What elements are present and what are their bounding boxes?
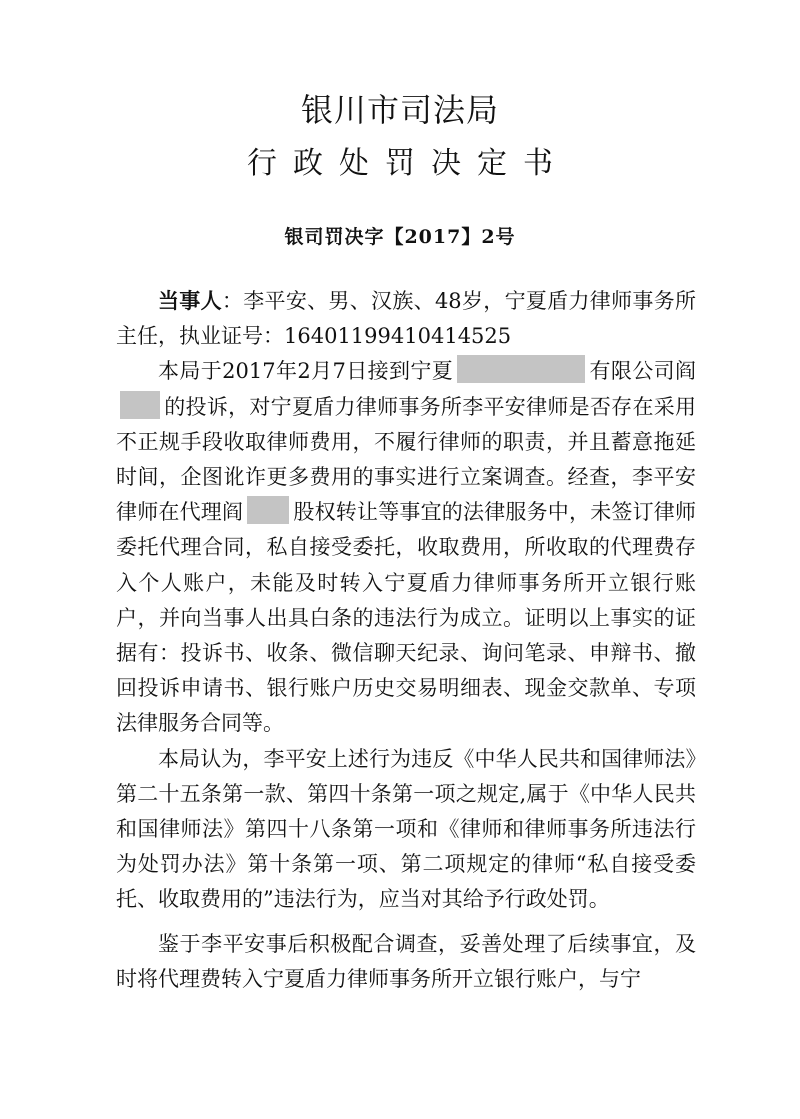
issuing-authority: 银川市司法局	[300, 91, 499, 129]
document-title: 行政处罚决定书	[247, 146, 569, 181]
facts-text-4: 股权转让等事宜的法律服务中，未签订律师委托代理合同，私自接受委托，收取费用，所收取的代理费存入个人账户，未能及时转入宁夏盾力律师事务所开立银行账户，并向当事人出具白条的违法行为成立。证明以上事实的证据有：投诉书、收条、微信聊天纪录、询问笔录、申辩书、撤回投诉申请书、银行账户历史交易明细表、现金交款单、专项法律服务合同等。	[116, 500, 697, 736]
legal-basis-paragraph: 本局认为，李平安上述行为违反《中华人民共和国律师法》第二十五条第一款、第四十条第一项之规定,属于《中华人民共和国律师法》第四十八条第一项和《律师和律师事务所违法行为处罚办法》第十条第一项、第二项规定的律师“私自接受委托、收取费用的”违法行为，应当对其给予行政处罚。	[116, 746, 696, 912]
redaction-block	[120, 391, 160, 419]
document-number: 银司罚决字【2017】2号	[284, 226, 516, 248]
facts-text-2: 有限公司阎	[589, 359, 697, 384]
facts-text-1: 本局于2017年2月7日接到宁夏	[158, 359, 454, 384]
redaction-block	[457, 355, 585, 383]
party-label: 当事人	[158, 289, 222, 313]
facts-text-3: 的投诉，对宁夏盾力律师事务所李平安律师是否存在采用不正规手段收取律师费用，不履行律师的职责，并且蓄意拖延时间，企图讹诈更多费用的事实进行立案调查。经查，李平安律师在代理阎	[116, 394, 696, 525]
document-body	[116, 284, 696, 997]
mitigation-paragraph: 鉴于李平安事后积极配合调查，妥善处理了后续事宜，及时将代理费转入宁夏盾力律师事务所开立银行账户，与宁	[116, 931, 696, 991]
redaction-block	[247, 496, 289, 524]
party-details: ：李平安、男、汉族、48岁，宁夏盾力律师事务所主任，执业证号：16401199410414525	[116, 289, 696, 349]
facts-paragraph	[116, 354, 696, 741]
party-paragraph	[116, 284, 696, 354]
